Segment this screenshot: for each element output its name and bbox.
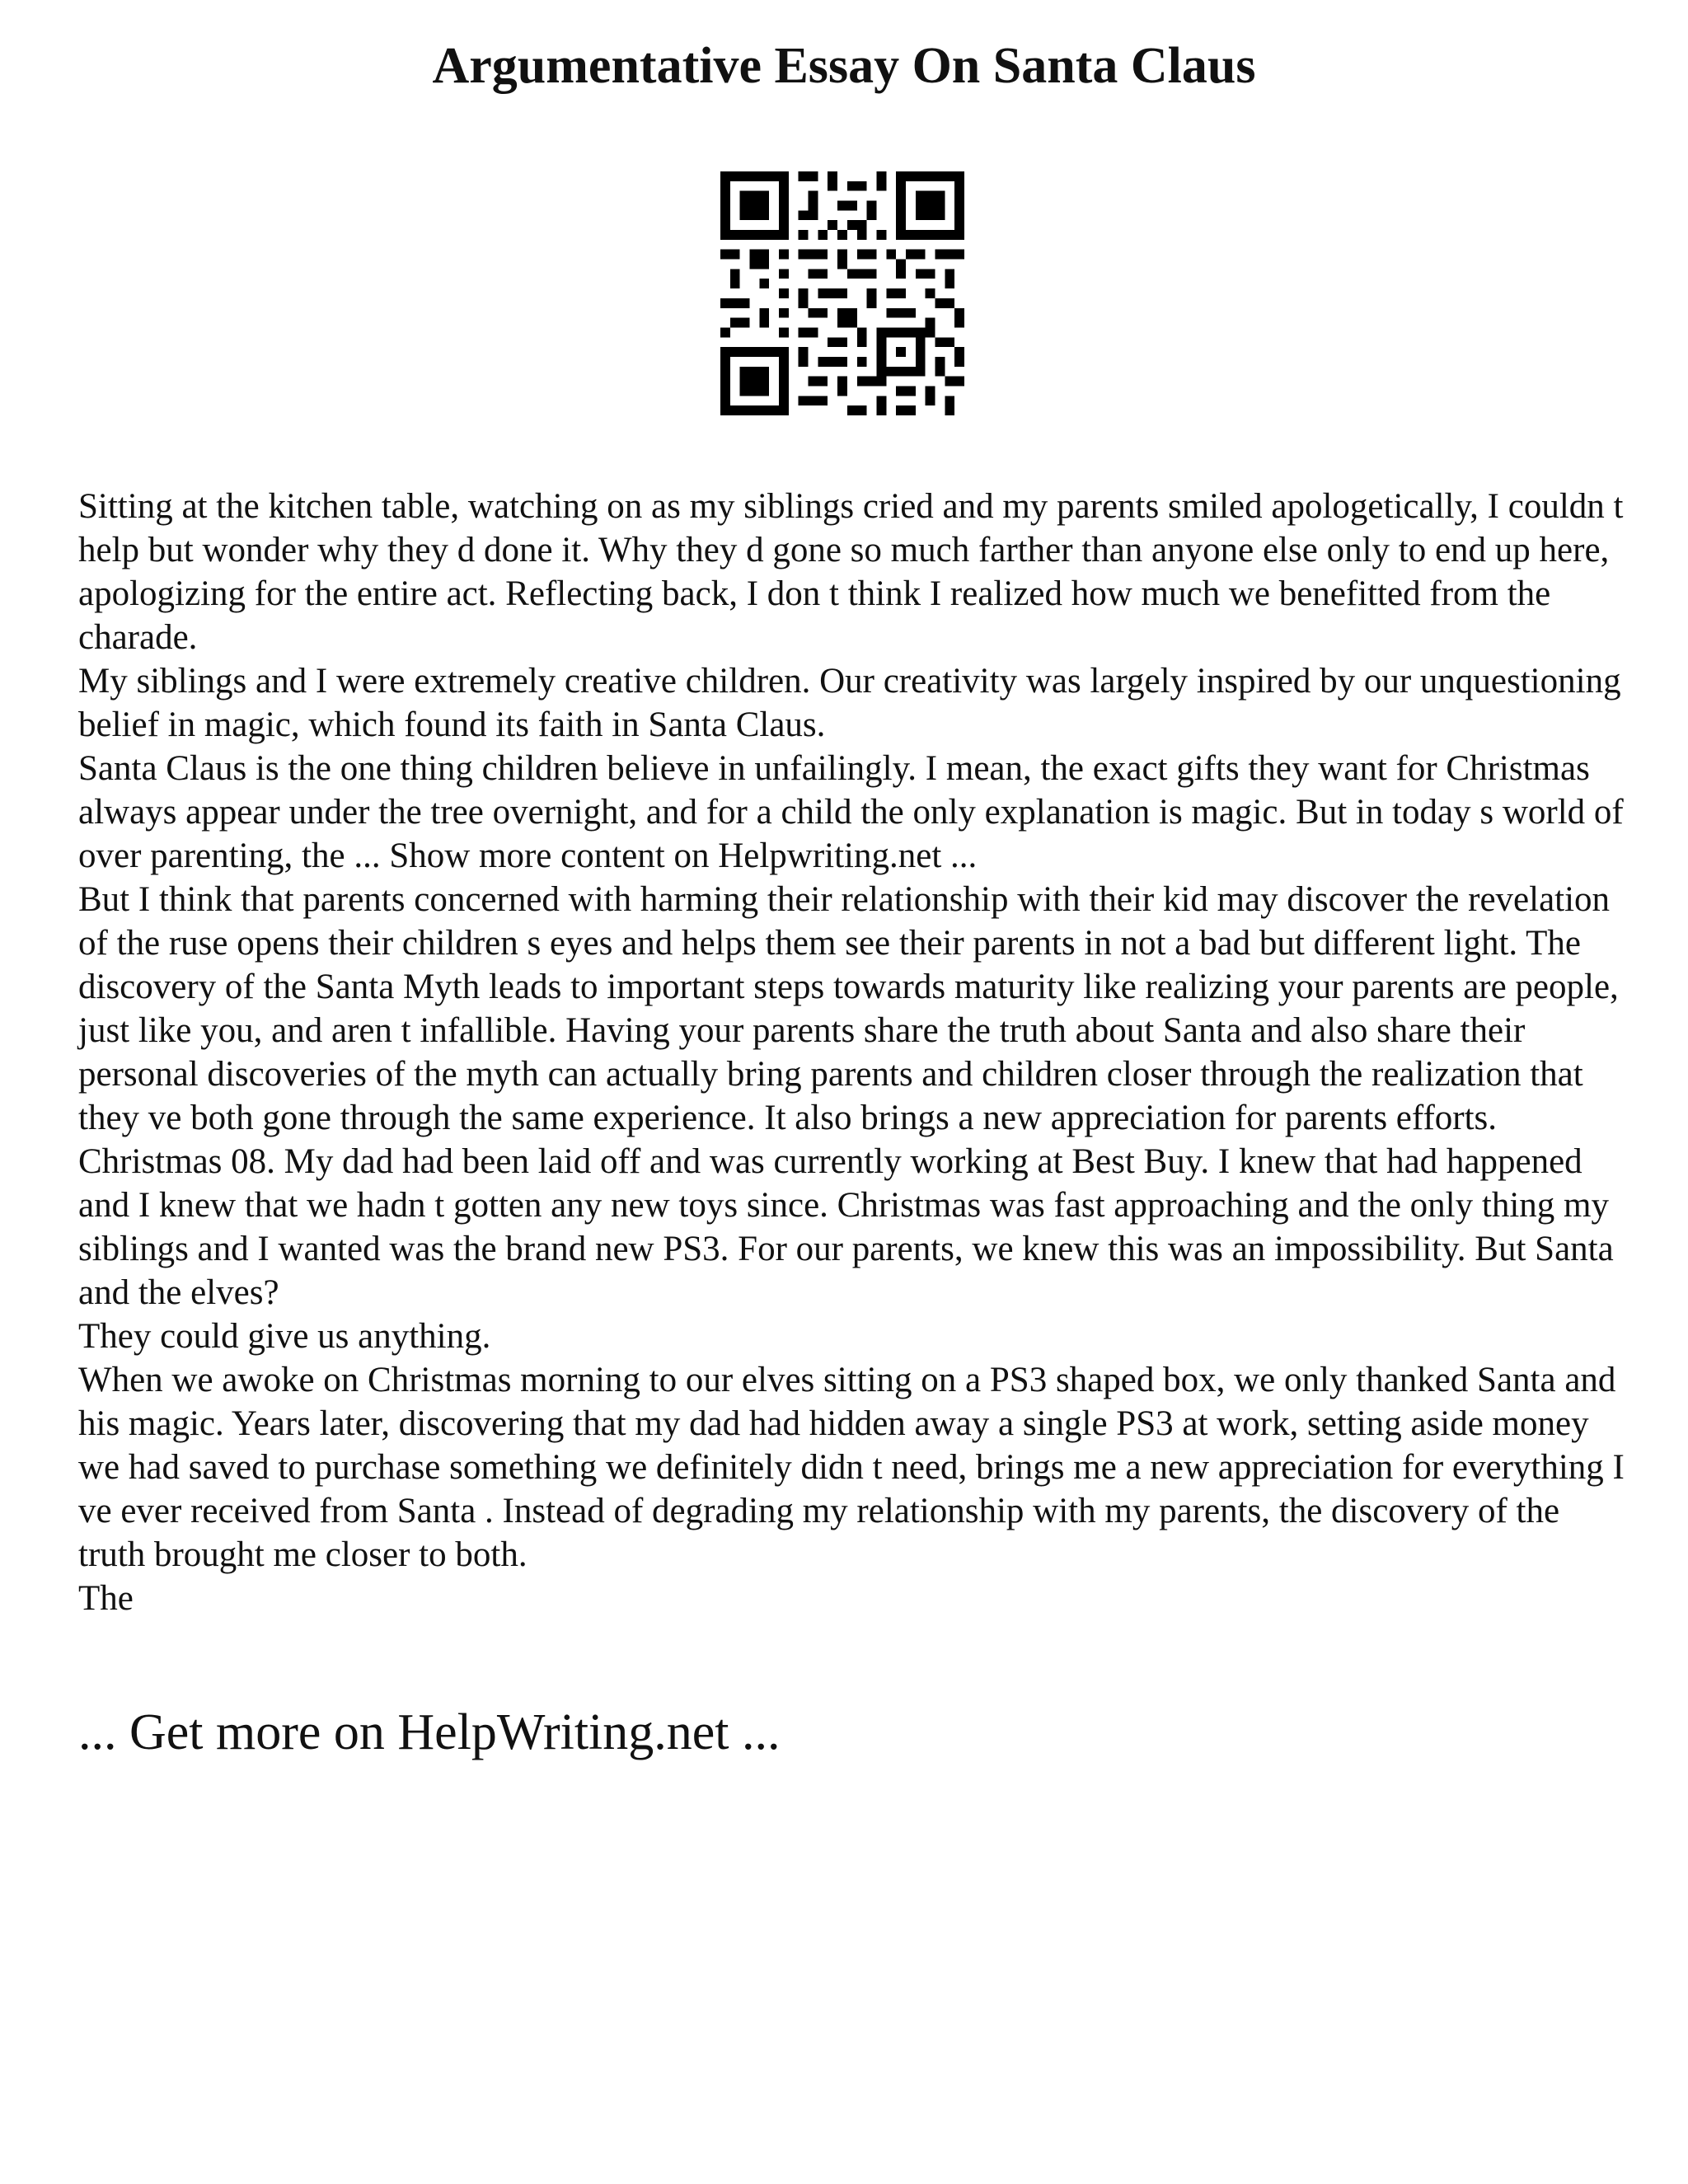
paragraph: Christmas 08. My dad had been laid off and was currently working at Best Buy. I knew that had happened and I knew that we hadn t gotten any new toys since. Christmas was fast approaching and the only thing my siblings and I wanted was the brand new PS3. For our parents, we knew this was an impossibility. But Santa and the elves? <box>78 1142 1614 1312</box>
paragraph: But I think that parents concerned with harming their relationship with their kid may discover the revelation of the ruse opens their children s eyes and helps them see their parents in not a bad but different light. The discovery of the Santa Myth leads to important steps towards maturity like realizing your parents are people, just like you, and aren t infallible. Having your parents share the truth about Santa and also share their personal discoveries of the myth can actually bring parents and children closer through the realization that they ve both gone through the same experience. It also brings a new appreciation for parents efforts. <box>78 880 1619 1137</box>
paragraph: My siblings and I were extremely creative children. Our creativity was largely inspired by our unquestioning belief in magic, which found its faith in Santa Claus. <box>78 662 1621 744</box>
paragraph: Santa Claus is the one thing children believe in unfailingly. I mean, the exact gifts they want for Christmas always appear under the tree overnight, and for a child the only explanation is magic. But in today s world of over parenting, the ... Show more content on Helpwriting.net ... <box>78 749 1624 875</box>
essay-body <box>78 485 1628 1620</box>
get-more-link[interactable]: ... Get more on HelpWriting.net ... <box>78 1704 781 1760</box>
paragraph: The <box>78 1579 134 1618</box>
paragraph: They could give us anything. <box>78 1317 491 1356</box>
qr-code-icon <box>720 171 964 415</box>
paragraph: When we awoke on Christmas morning to our elves sitting on a PS3 shaped box, we only thanked Santa and his magic. Years later, discovering that my dad had hidden away a single PS3 at work, setting aside money we had saved to purchase something we definitely didn t need, brings me a new appreciation for everything I ve ever received from Santa . Instead of degrading my relationship with my parents, the discovery of the truth brought me closer to both. <box>78 1361 1625 1574</box>
page-title: Argumentative Essay On Santa Claus <box>432 38 1256 94</box>
paragraph: Sitting at the kitchen table, watching on as my siblings cried and my parents smiled apologetically, I couldn t help but wonder why they d done it. Why they d gone so much farther than anyone else only to end up here, apologizing for the entire act. Reflecting back, I don t think I realized how much we benefitted from the charade. <box>78 487 1624 657</box>
